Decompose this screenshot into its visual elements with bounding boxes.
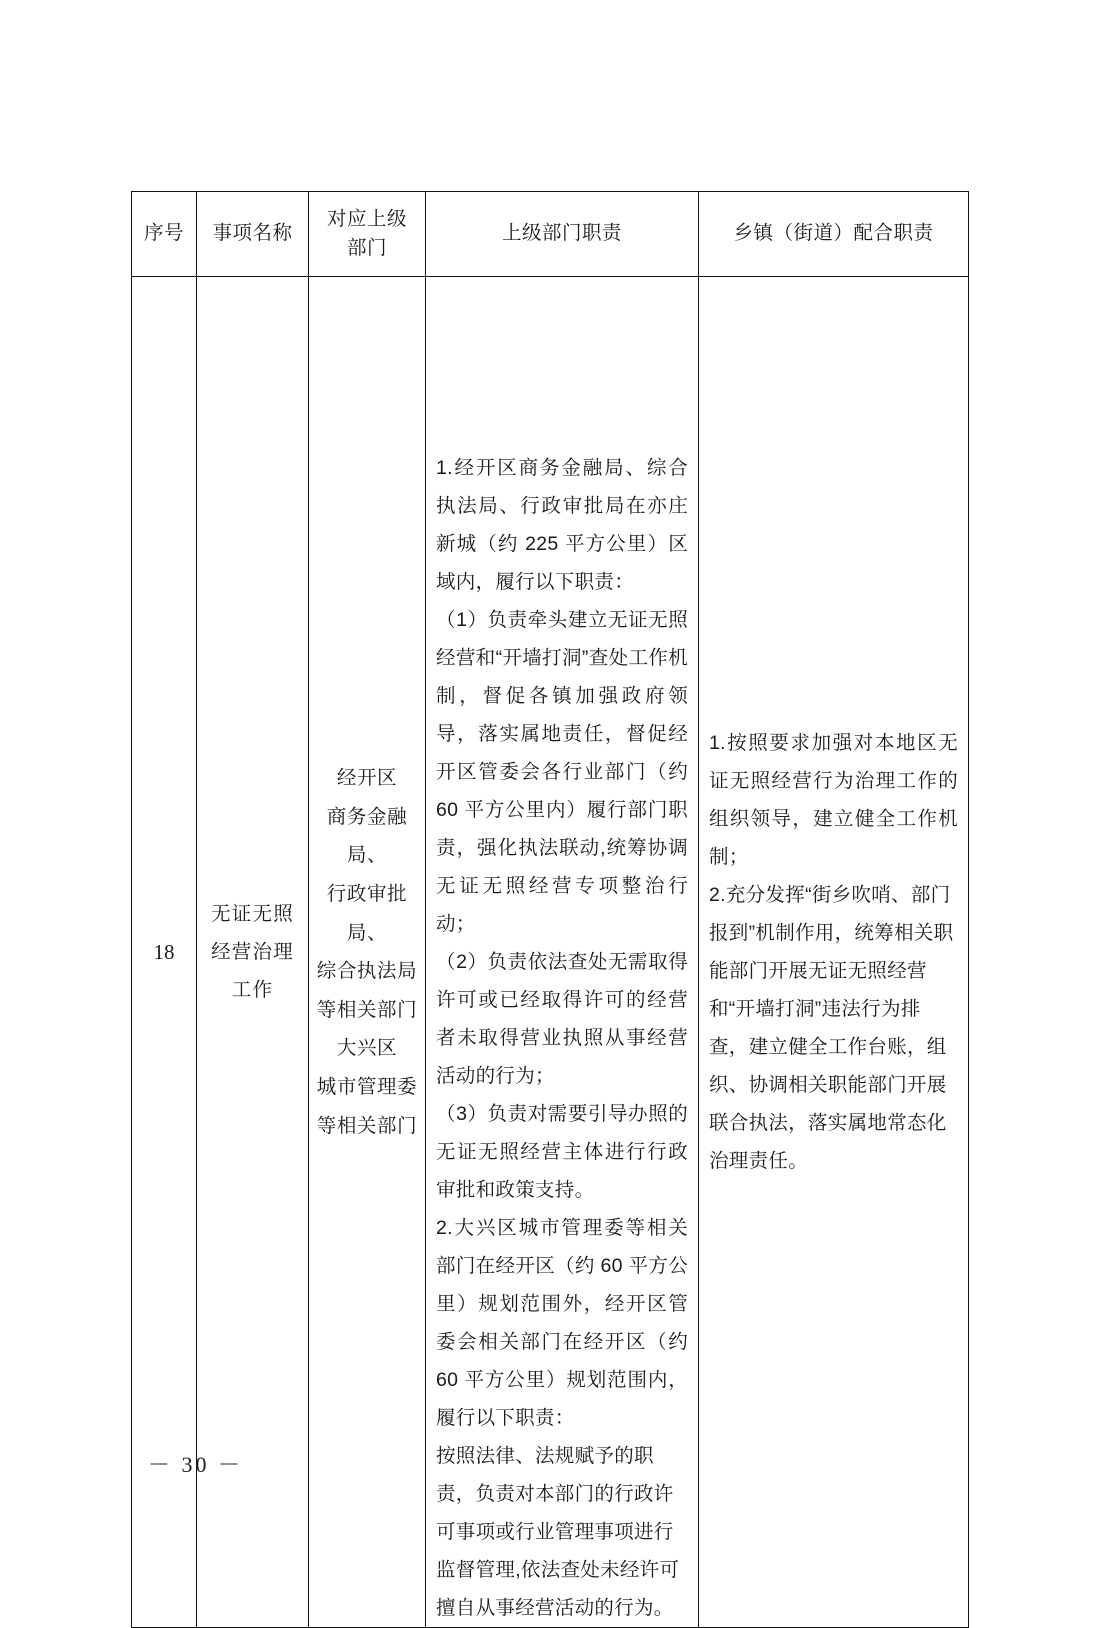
table-header-row [132,192,969,277]
duty-paragraph: 2.大兴区城市管理委等相关部门在经开区（约 60 平方公里）规划范围外，经开区管委会相关部门在经开区（约 60 平方公里）规划范围内，履行以下职责： [436,1217,688,1430]
duty-paragraph: （2）负责依法查处无需取得许可或已经取得许可的经营者未取得营业执照从事经营活动的行为； [436,951,688,1088]
cell-township-duty [699,277,969,1628]
duty-paragraph: 按照法律、法规赋予的职责，负责对本部门的行政许可事项或行业管理事项进行监督管理,依法查处未经许可擅自从事经营活动的行为。 [436,1445,680,1620]
header-upper-dept [309,192,426,277]
duty-paragraph: （1）负责牵头建立无证无照经营和“开墙打洞”查处工作机制，督促各镇加强政府领导，落实属地责任，督促经开区管委会各行业部门（约 60 平方公里内）履行部门职责，强化执法联动,统筹协调无证无照经营专项整治行动； [436,609,688,936]
responsibility-table [131,191,969,1628]
duty-paragraph: 1.经开区商务金融局、综合执法局、行政审批局在亦庄新城（约 225 平方公里）区域内，履行以下职责： [436,457,688,594]
upper-duty-text-block [426,277,698,1627]
item-name-line: 经营治理 [211,941,294,964]
upper-dept-line: 大兴区 [336,1037,398,1060]
duty-paragraph: （3）负责对需要引导办照的无证无照经营主体进行行政审批和政策支持。 [436,1103,688,1202]
upper-dept-line: 等相关部门 [316,1114,418,1137]
upper-dept-line: 行政审批局、 [326,883,408,944]
header-upper-dept-duty: 上级部门职责 [426,192,699,277]
township-paragraph: 2.充分发挥“街乡吹哨、部门报到”机制作用，统筹相关职能部门开展无证无照经营和“开墙打洞”违法行为排查，建立健全工作台账，组织、协调相关职能部门开展联合执法，落实属地常态化治理责任。 [709,884,954,1173]
township-duty-text-block [699,724,968,1180]
township-paragraph: 1.按照要求加强对本地区无证无照经营行为治理工作的组织领导，建立健全工作机制； [709,732,958,869]
upper-dept-line: 等相关部门 [316,998,418,1021]
header-seq: 序号 [132,192,197,277]
cell-upper-department [309,277,426,1628]
cell-item-name [197,277,309,1628]
upper-dept-line: 经开区 [336,767,398,790]
upper-dept-line: 综合执法局 [316,960,418,983]
table-row [132,277,969,1628]
header-upper-dept-line2: 部门 [346,237,387,259]
cell-upper-department-duty [426,277,699,1628]
cell-sequence-number: 18 [132,277,197,1628]
item-name-line: 工作 [231,979,274,1002]
header-upper-dept-line1: 对应上级 [326,207,407,230]
header-item-name: 事项名称 [197,192,309,277]
upper-dept-line: 城市管理委 [316,1076,418,1099]
header-township-duty: 乡镇（街道）配合职责 [699,192,969,277]
upper-dept-line: 商务金融局、 [326,805,408,867]
item-name-line: 无证无照 [211,903,294,926]
page-number: － 30 － [148,1452,244,1477]
